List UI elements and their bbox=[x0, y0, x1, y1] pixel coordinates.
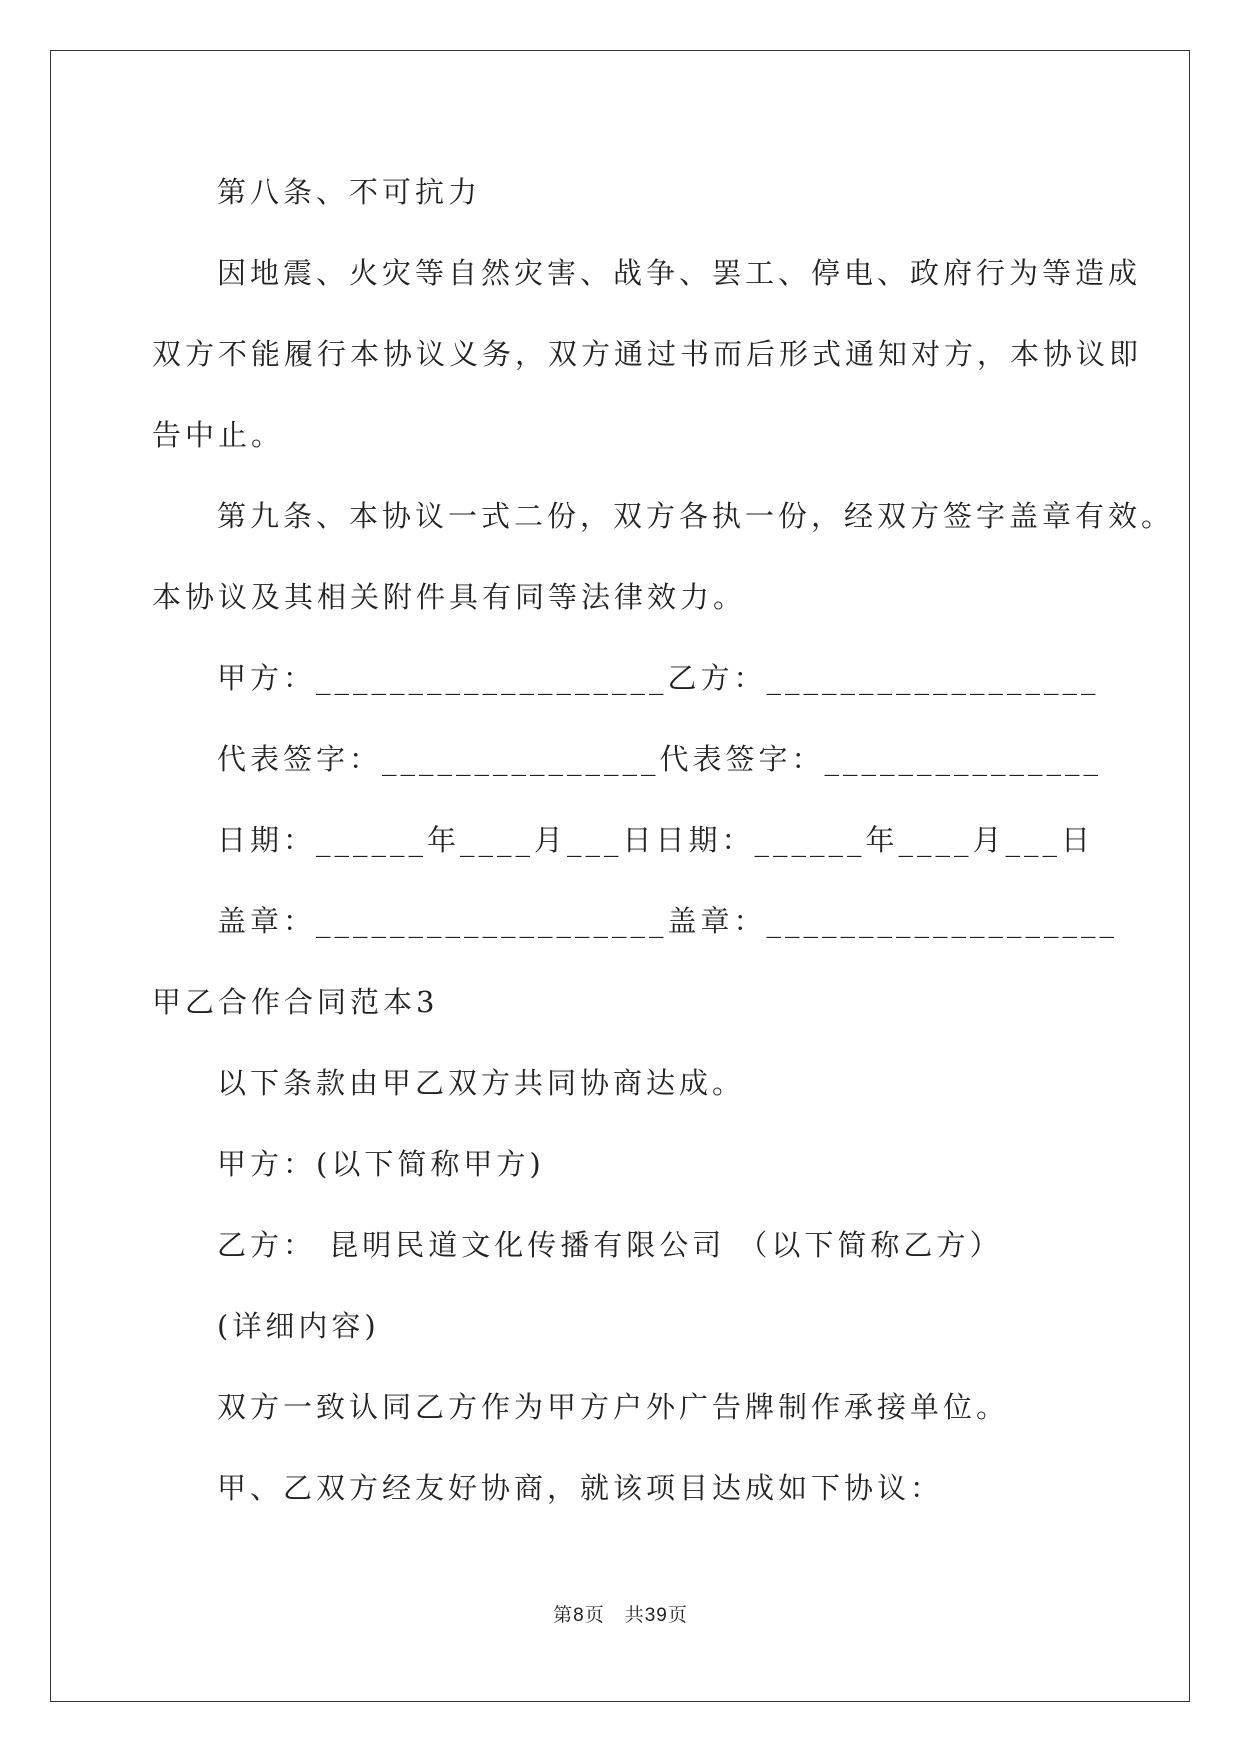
article-9-paragraph: 第九条、本协议一式二份，双方各执一份，经双方签字盖章有效。 bbox=[217, 499, 1175, 533]
seal-line: 盖章：___________________盖章：___________________ bbox=[217, 904, 1119, 938]
footer-mid: 页 共 bbox=[584, 1604, 645, 1626]
page-frame bbox=[50, 50, 1190, 1702]
date-line: 日期：______年____月___日日期：______年____月___日 bbox=[217, 823, 1095, 857]
party-signature-line: 甲方：___________________乙方：__________________ bbox=[217, 661, 1100, 695]
page-footer bbox=[0, 1603, 1241, 1628]
section-title: 甲乙合作合同范本3 bbox=[152, 985, 439, 1019]
paragraph-line: 因地震、火灾等自然灾害、战争、罢工、停电、政府行为等造成 bbox=[217, 256, 1142, 290]
footer-total-pages: 39 bbox=[644, 1605, 668, 1626]
party-a-line: 甲方：(以下简称甲方) bbox=[217, 1147, 545, 1181]
paragraph-line: 以下条款由甲乙双方共同协商达成。 bbox=[217, 1066, 746, 1100]
article-8-heading: 第八条、不可抗力 bbox=[217, 175, 482, 209]
paragraph-line: 双方不能履行本协议义务，双方通过书而后形式通知对方，本协议即 bbox=[152, 337, 1143, 371]
party-b-line: 乙方： 昆明民道文化传播有限公司 （以下简称乙方） bbox=[217, 1228, 1003, 1262]
footer-suffix: 页 bbox=[667, 1604, 688, 1626]
paragraph-line: 双方一致认同乙方作为甲方户外广告牌制作承接单位。 bbox=[217, 1390, 1010, 1424]
detail-content-line: (详细内容) bbox=[217, 1309, 380, 1343]
paragraph-line: 本协议及其相关附件具有同等法律效力。 bbox=[152, 580, 747, 614]
footer-page-number: 8 bbox=[573, 1605, 585, 1626]
paragraph-line: 告中止。 bbox=[152, 418, 285, 452]
representative-signature-line: 代表签字：_______________代表签字：_______________ bbox=[217, 742, 1103, 776]
footer-prefix: 第 bbox=[553, 1604, 574, 1626]
paragraph-line: 甲、乙双方经友好协商，就该项目达成如下协议： bbox=[217, 1471, 944, 1505]
